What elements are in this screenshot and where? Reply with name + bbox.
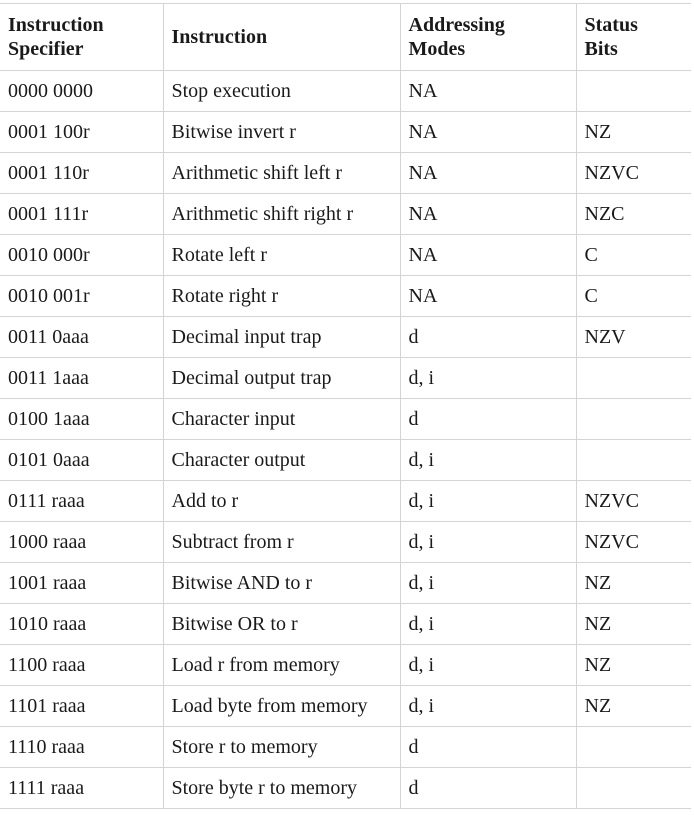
- table-row: [0, 71, 691, 112]
- cell-instruction: Bitwise OR to r: [163, 604, 400, 645]
- cell-instruction: Arithmetic shift left r: [163, 153, 400, 194]
- table-row: [0, 645, 691, 686]
- cell-instruction: Character output: [163, 440, 400, 481]
- header-instruction-line: Instruction: [171, 26, 268, 48]
- cell-addressing-modes: d, i: [400, 563, 576, 604]
- table-row: [0, 235, 691, 276]
- header-instruction-specifier-line: Instruction: [8, 14, 104, 36]
- cell-addressing-modes: NA: [400, 112, 576, 153]
- cell-instruction-specifier: 1010 raaa: [0, 604, 163, 645]
- cell-addressing-modes: NA: [400, 153, 576, 194]
- cell-instruction-specifier: 0010 000r: [0, 235, 163, 276]
- cell-instruction-specifier: 0010 001r: [0, 276, 163, 317]
- cell-addressing-modes: NA: [400, 71, 576, 112]
- cell-instruction-specifier: 0101 0aaa: [0, 440, 163, 481]
- table-row: [0, 276, 691, 317]
- table-row: [0, 112, 691, 153]
- cell-status-bits: NZVC: [576, 481, 691, 522]
- cell-instruction: Rotate right r: [163, 276, 400, 317]
- cell-status-bits: NZ: [576, 604, 691, 645]
- table-row: [0, 727, 691, 768]
- cell-addressing-modes: d, i: [400, 358, 576, 399]
- table-row: [0, 194, 691, 235]
- cell-instruction: Character input: [163, 399, 400, 440]
- header-row: [0, 4, 691, 71]
- cell-addressing-modes: NA: [400, 276, 576, 317]
- header-status-bits-line: Status: [584, 14, 638, 36]
- cell-instruction: Load r from memory: [163, 645, 400, 686]
- cell-instruction: Bitwise AND to r: [163, 563, 400, 604]
- cell-addressing-modes: d, i: [400, 604, 576, 645]
- cell-instruction: Decimal input trap: [163, 317, 400, 358]
- table-row: [0, 481, 691, 522]
- cell-instruction-specifier: 1111 raaa: [0, 768, 163, 809]
- cell-status-bits: C: [576, 235, 691, 276]
- cell-instruction: Decimal output trap: [163, 358, 400, 399]
- cell-instruction: Store byte r to memory: [163, 768, 400, 809]
- header-addressing-modes-line: Addressing: [408, 14, 505, 36]
- table-row: [0, 768, 691, 809]
- header-status-bits-line: Bits: [584, 38, 618, 60]
- cell-status-bits: [576, 768, 691, 809]
- cell-status-bits: [576, 440, 691, 481]
- header-instruction-specifier-line: Specifier: [8, 38, 84, 60]
- table-header: [0, 4, 691, 71]
- cell-instruction-specifier: 1100 raaa: [0, 645, 163, 686]
- table-row: [0, 440, 691, 481]
- cell-status-bits: [576, 399, 691, 440]
- cell-addressing-modes: NA: [400, 235, 576, 276]
- cell-instruction-specifier: 0100 1aaa: [0, 399, 163, 440]
- table-row: [0, 317, 691, 358]
- cell-instruction-specifier: 0001 100r: [0, 112, 163, 153]
- cell-addressing-modes: d: [400, 317, 576, 358]
- cell-addressing-modes: NA: [400, 194, 576, 235]
- cell-instruction: Arithmetic shift right r: [163, 194, 400, 235]
- cell-instruction: Add to r: [163, 481, 400, 522]
- cell-addressing-modes: d: [400, 768, 576, 809]
- cell-instruction-specifier: 1001 raaa: [0, 563, 163, 604]
- cell-status-bits: NZC: [576, 194, 691, 235]
- cell-instruction-specifier: 0011 0aaa: [0, 317, 163, 358]
- header-instruction-specifier: [0, 4, 163, 71]
- header-status-bits: [576, 4, 691, 71]
- cell-addressing-modes: d, i: [400, 686, 576, 727]
- table-row: [0, 522, 691, 563]
- table-row: [0, 153, 691, 194]
- cell-instruction-specifier: 0001 111r: [0, 194, 163, 235]
- cell-status-bits: [576, 358, 691, 399]
- table-row: [0, 686, 691, 727]
- header-addressing-modes-line: Modes: [408, 38, 466, 60]
- table-row: [0, 358, 691, 399]
- cell-instruction: Bitwise invert r: [163, 112, 400, 153]
- instruction-table-container: [0, 3, 691, 809]
- cell-instruction: Stop execution: [163, 71, 400, 112]
- table-row: [0, 563, 691, 604]
- cell-status-bits: NZ: [576, 563, 691, 604]
- cell-instruction: Load byte from memory: [163, 686, 400, 727]
- cell-instruction-specifier: 1101 raaa: [0, 686, 163, 727]
- cell-instruction-specifier: 0111 raaa: [0, 481, 163, 522]
- cell-instruction: Subtract from r: [163, 522, 400, 563]
- cell-addressing-modes: d, i: [400, 440, 576, 481]
- cell-instruction-specifier: 1110 raaa: [0, 727, 163, 768]
- cell-addressing-modes: d: [400, 399, 576, 440]
- cell-instruction-specifier: 1000 raaa: [0, 522, 163, 563]
- cell-status-bits: NZVC: [576, 153, 691, 194]
- cell-addressing-modes: d, i: [400, 481, 576, 522]
- cell-addressing-modes: d, i: [400, 522, 576, 563]
- header-instruction: [163, 4, 400, 71]
- cell-status-bits: NZV: [576, 317, 691, 358]
- cell-status-bits: NZ: [576, 686, 691, 727]
- cell-status-bits: NZVC: [576, 522, 691, 563]
- cell-status-bits: C: [576, 276, 691, 317]
- cell-instruction: Rotate left r: [163, 235, 400, 276]
- cell-addressing-modes: d: [400, 727, 576, 768]
- table-row: [0, 399, 691, 440]
- cell-status-bits: [576, 71, 691, 112]
- cell-addressing-modes: d, i: [400, 645, 576, 686]
- cell-instruction-specifier: 0001 110r: [0, 153, 163, 194]
- header-addressing-modes: [400, 4, 576, 71]
- cell-status-bits: NZ: [576, 645, 691, 686]
- table-row: [0, 604, 691, 645]
- cell-instruction-specifier: 0000 0000: [0, 71, 163, 112]
- instruction-table: [0, 3, 691, 809]
- cell-instruction-specifier: 0011 1aaa: [0, 358, 163, 399]
- cell-status-bits: NZ: [576, 112, 691, 153]
- table-body: [0, 71, 691, 809]
- cell-instruction: Store r to memory: [163, 727, 400, 768]
- cell-status-bits: [576, 727, 691, 768]
